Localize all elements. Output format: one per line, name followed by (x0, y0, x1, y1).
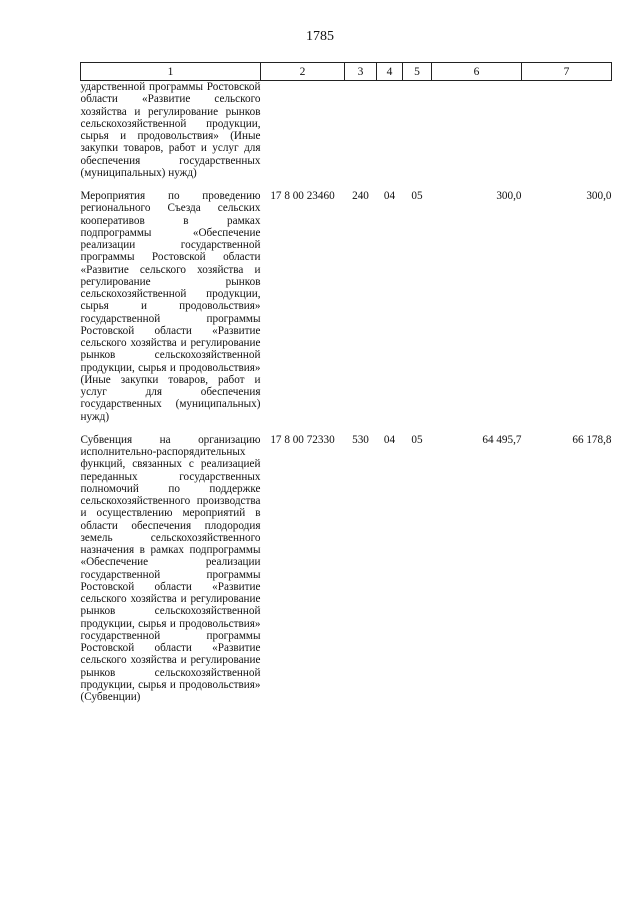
row-amount-year1: 64 495,7 (482, 433, 522, 446)
row-code: 17 8 00 72330 (270, 433, 335, 446)
row-expense-type: 240 (352, 190, 369, 202)
column-header: 5 (403, 63, 432, 81)
column-header: 3 (345, 63, 377, 81)
row-section: 04 (383, 190, 396, 202)
table-row (81, 434, 612, 704)
row-code (261, 81, 345, 180)
row-subsection: 05 (411, 433, 423, 446)
row-description: ударственной программы Ростовской области «Развитие сельского хозяйства и регулирование рынков сельскохозяйственной продукции, сырья и продовольствия» (Иные закупки товаров, работ и услуг для обеспечения государственных (муниципальных) нужд) (80, 81, 261, 179)
column-header: 7 (522, 63, 612, 81)
row-expense-type (345, 81, 377, 180)
row-amount-year1 (432, 81, 522, 180)
table-row (81, 81, 612, 180)
row-amount-year2: 300,0 (586, 190, 612, 202)
header-row (81, 63, 612, 81)
column-header: 6 (432, 63, 522, 81)
column-header: 2 (261, 63, 345, 81)
row-description: Субвенция на организацию исполнительно-распорядительных функций, связанных с реализацией переданных государственных полномочий по поддержке сельскохозяйственного производства и осуществлению мероприятий в области обеспечения плодородия земель сельскохозяйственного назначения в рамках подпрограммы «Обеспечение реализации государственной программы Ростовской области «Развитие сельского хозяйства и регулирование рынков сельскохозяйственной продукции, сырья и продовольствия» государственной программы Ростовской области «Развитие сельского хозяйства и регулирование рынков сельскохозяйственной продукции, сырья и продовольствия» (Субвенции) (80, 433, 261, 703)
row-subsection (403, 81, 432, 180)
page-number: 1785 (306, 29, 334, 44)
budget-table (80, 62, 612, 703)
row-subsection: 05 (411, 190, 423, 202)
row-section (377, 81, 403, 180)
row-description: Мероприятия по проведению регионального Съезда сельских кооперативов в рамках подпрограммы «Обеспечение реализации государственной программы Ростовской области «Развитие сельского хозяйства и регулирование рынков сельскохозяйственной продукции, сырья и продовольствия» государственной программы Ростовской области «Развитие сельского хозяйства и регулирование рынков сельскохозяйственной продукции, сырья и продовольствия» (Иные закупки товаров, работ и услуг для обеспечения государственных (муниципальных) нужд) (80, 190, 261, 423)
row-amount-year2: 66 178,8 (572, 433, 612, 446)
row-expense-type: 530 (352, 433, 369, 446)
row-amount-year1: 300,0 (496, 190, 522, 202)
table-row (81, 190, 612, 423)
column-header: 4 (377, 63, 403, 81)
row-amount-year2 (522, 81, 612, 180)
row-code: 17 8 00 23460 (270, 190, 335, 202)
row-section: 04 (383, 433, 396, 446)
column-header: 1 (81, 63, 261, 81)
